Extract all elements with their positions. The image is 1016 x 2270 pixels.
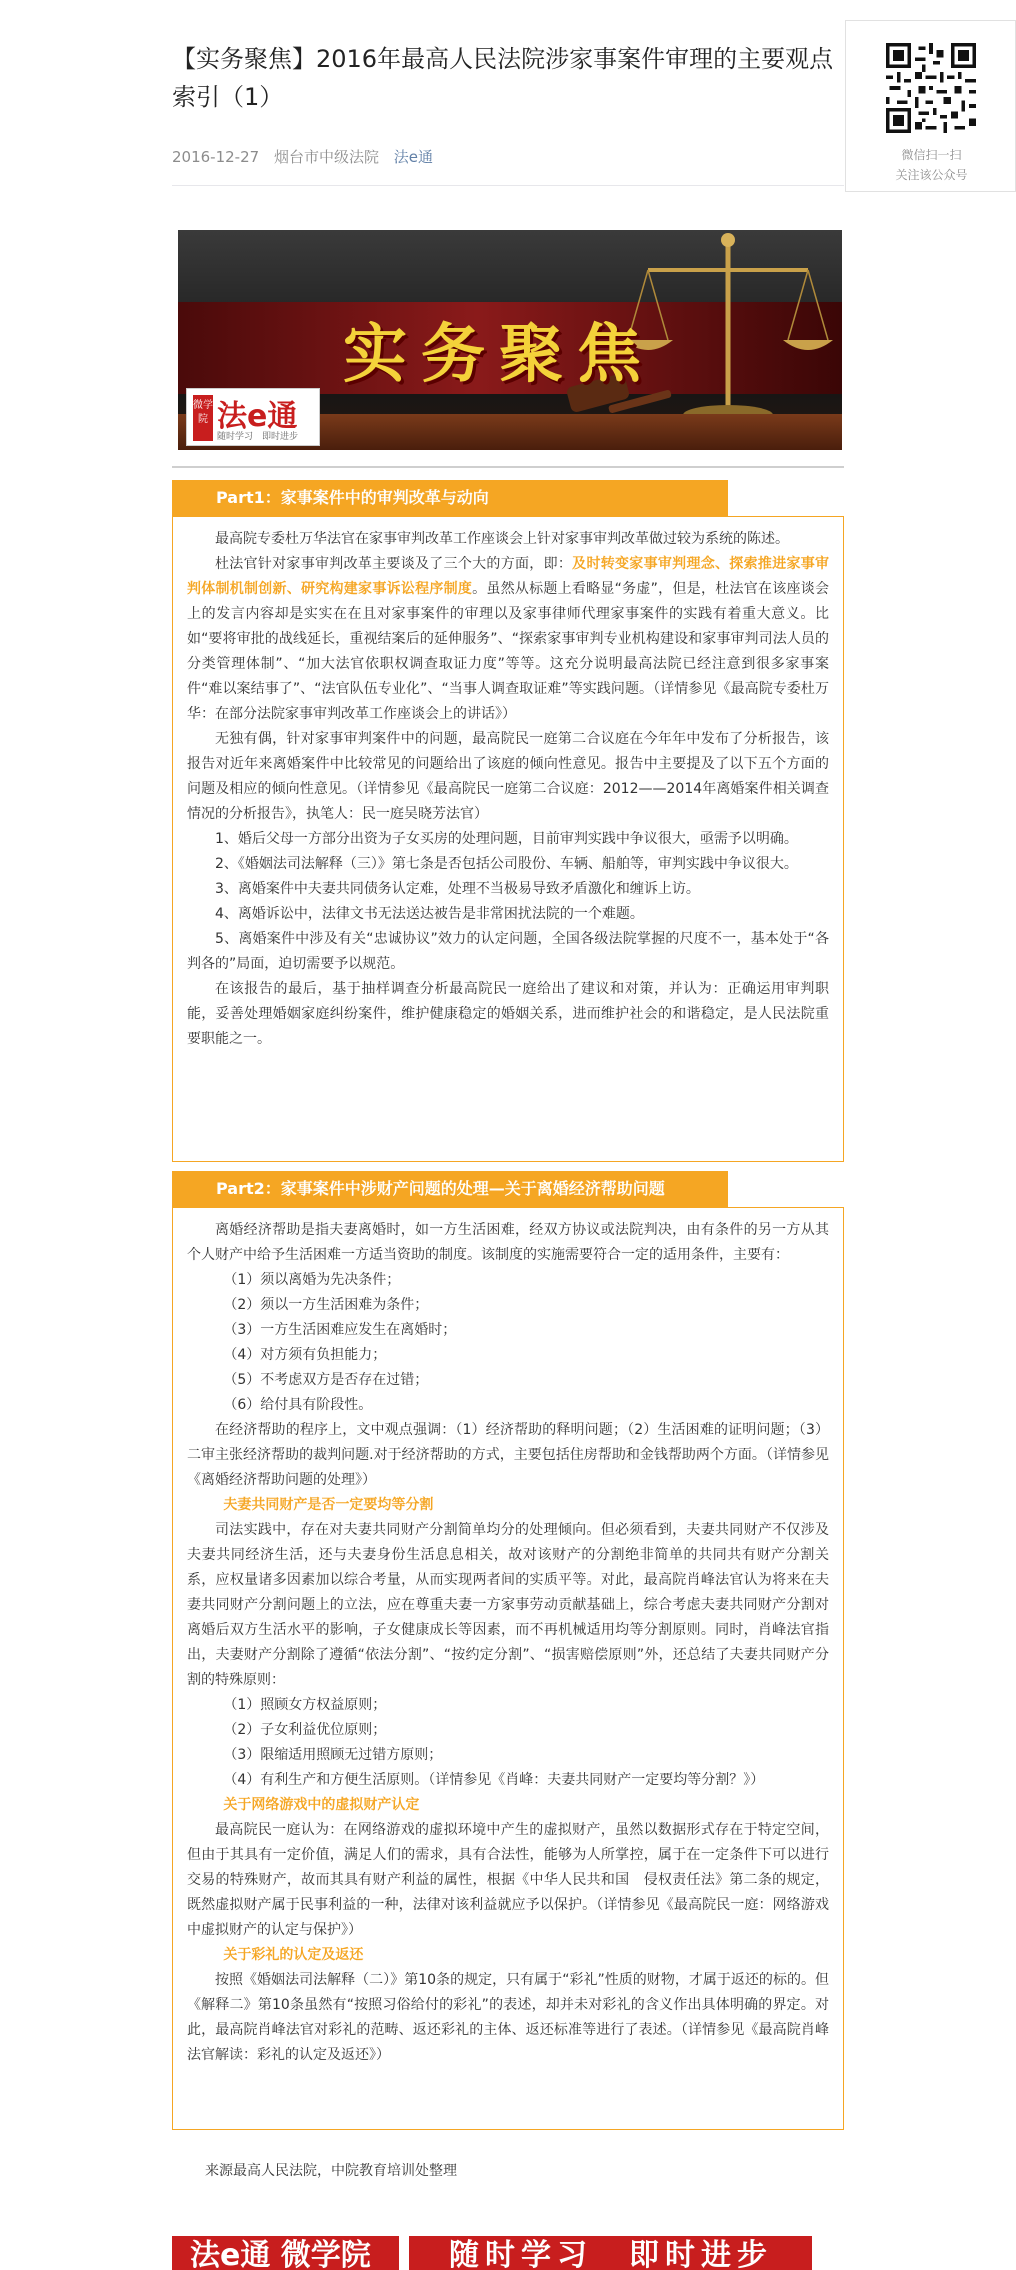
- condition-item: （2）须以一方生活困难为条件；: [223, 1297, 429, 1313]
- principle-item: （4）有利生产和方便生活原则。（详情参见《肖峰：夫妻共同财产一定要均等分割？》）: [223, 1772, 765, 1788]
- subheading: 夫妻共同财产是否一定要均等分割: [223, 1497, 434, 1513]
- part1-list-item: 4、离婚诉讼中，法律文书无法送达被告是非常困扰法院的一个难题。: [215, 906, 644, 922]
- principle-item: （1）照顾女方权益原则；: [223, 1697, 387, 1713]
- banner-title: 实务聚焦: [343, 317, 655, 392]
- condition-item: （5）不考虑双方是否存在过错；: [223, 1372, 429, 1388]
- condition-item: （3）一方生活困难应发生在离婚时；: [223, 1322, 457, 1338]
- qr-caption-follow: 关注该公众号: [895, 168, 968, 182]
- part1-box: [172, 516, 844, 1162]
- author-name: 烟台市中级法院: [273, 148, 379, 166]
- condition-item: （6）给付具有阶段性。: [223, 1397, 373, 1413]
- account-link[interactable]: 法e通: [393, 148, 433, 166]
- bottom-banner-left: 法e通 微学院: [172, 2236, 399, 2270]
- part1-list-item: 5、离婚案件中涉及有关“忠诚协议”效力的认定问题，全国各级法院掌握的尺度不一，基本处于“各判各的”局面，迫切需要予以规范。: [187, 931, 829, 972]
- source-note: 来源最高人民法院，中院教育培训处整理: [205, 2163, 457, 2179]
- part2-paragraph: 按照《婚姻法司法解释（二）》第10条的规定，只有属于“彩礼”性质的财物，才属于返还的标的。但《解释二》第10条虽然有“按照习俗给付的彩礼”的表述，却并未对彩礼的含义作出具体明确的界定。对此，最高院肖峰法官对彩礼的范畴、返还彩礼的主体、返还标准等进行了表述。（详情参见《最高院肖峰法官解读：彩礼的认定及返还》）: [187, 1972, 829, 2063]
- condition-item: （4）对方须有负担能力；: [223, 1347, 387, 1363]
- qr-caption-scan: 微信扫一扫: [901, 148, 962, 162]
- logo-badge: 微学院: [193, 395, 213, 441]
- part2-paragraph: 在经济帮助的程序上，文中观点强调：（1）经济帮助的释明问题；（2）生活困难的证明问题；（3）二审主张经济帮助的裁判问题.对于经济帮助的方式，主要包括住房帮助和金钱帮助两个方面。（详情参见《离婚经济帮助问题的处理》）: [187, 1422, 829, 1488]
- condition-item: （1）须以离婚为先决条件；: [223, 1272, 401, 1288]
- part1-paragraph: 无独有偶，针对家事审判案件中的问题，最高院民一庭第二合议庭在今年年中发布了分析报告，该报告对近年来离婚案件中比较常见的问题给出了该庭的倾向性意见。报告中主要提及了以下五个方面的问题及相应的倾向性意见。（详情参见《最高院民一庭第二合议庭：2012——2014年离婚案件相关调查情况的分析报告》，执笔人：民一庭吴晓芳法官）: [187, 731, 829, 822]
- principle-item: （2）子女利益优位原则；: [223, 1722, 387, 1738]
- subheading: 关于网络游戏中的虚拟财产认定: [223, 1797, 420, 1813]
- logo-slogan: 随时学习 即时进步: [217, 432, 299, 442]
- part2-paragraph: 司法实践中，存在对夫妻共同财产分割简单均分的处理倾向。但必须看到，夫妻共同财产不仅涉及夫妻共同经济生活，还与夫妻身份生活息息相关，故对该财产的分割绝非简单的共同共有财产分割关系，应权量诸多因素加以综合考量，从而实现两者间的实质平等。对此，最高院肖峰法官认为将来在夫妻共同财产分割问题上的立法，应在尊重夫妻一方家事劳动贡献基础上，综合考虑夫妻共同财产分割对离婚后双方生活水平的影响，子女健康成长等因素，而不再机械适用均等分割原则。同时，肖峰法官指出，夫妻财产分割除了遵循“依法分割”、“按约定分割”、“损害赔偿原则”外，还总结了夫妻共同财产分割的特殊原则：: [187, 1522, 829, 1688]
- part2-heading: Part2：家事案件中涉财产问题的处理—关于离婚经济帮助问题: [172, 1171, 728, 1207]
- part2-paragraph: 离婚经济帮助是指夫妻离婚时，如一方生活困难，经双方协议或法院判决，由有条件的另一方从其个人财产中给予生活困难一方适当资助的制度。该制度的实施需要符合一定的适用条件，主要有：: [187, 1222, 829, 1263]
- article-meta: [172, 136, 844, 186]
- part1-paragraph: [187, 552, 829, 727]
- part1-highlight: 及时转变家事审判理念、探索推进家事审判体制机制创新、研究构建家事诉讼程序制度: [187, 556, 830, 597]
- qr-panel: [845, 20, 1016, 192]
- article-title: 【实务聚焦】2016年最高人民法院涉家事案件审理的主要观点索引（1）: [172, 45, 834, 111]
- article: [172, 0, 844, 2063]
- fa-e-tong-logo: [186, 388, 320, 446]
- logo-name: 法e通: [217, 399, 298, 434]
- part1-paragraph: 在该报告的最后，基于抽样调查分析最高院民一庭给出了建议和对策，并认为：正确运用审判职能，妥善处理婚姻家庭纠纷案件，维护健康稳定的婚姻关系，进而维护社会的和谐稳定，是人民法院重要职能之一。: [187, 981, 829, 1047]
- part1-list-item: 2、《婚姻法司法解释（三）》第七条是否包括公司股份、车辆、船舶等，审判实践中争议很大。: [215, 856, 798, 872]
- principle-item: （3）限缩适用照顾无过错方原则；: [223, 1747, 443, 1763]
- part1-text: 。虽然从标题上看略显“务虚”，但是，杜法官在该座谈会上的发言内容却是实实在在且对家事案件的审理以及家事律师代理家事案件的实践有着重大意义。比如“要将审批的战线延长，重视结案后的延伸服务”、“探索家事审判专业机构建设和家事审判司法人员的分类管理体制”、“加大法官依职权调查取证力度”等等。这充分说明最高法院已经注意到很多家事案件“难以案结事了”、“法官队伍专业化”、“当事人调查取证难”等实践问题。（详情参见《最高院专委杜万华：在部分法院家事审判改革工作座谈会上的讲话》）: [187, 581, 829, 722]
- subheading: 关于彩礼的认定及返还: [223, 1947, 364, 1963]
- part1-heading: Part1：家事案件中的审判改革与动向: [172, 480, 728, 516]
- publish-date: 2016-12-27: [172, 148, 260, 166]
- part2-box: [172, 1207, 844, 2130]
- bottom-banner-right: 随时学习 即时进步: [409, 2236, 812, 2270]
- part1-text: 杜法官针对家事审判改革主要谈及了三个大的方面，即：: [215, 556, 573, 572]
- header-banner-image: [178, 230, 842, 450]
- part1-list-item: 1、婚后父母一方部分出资为子女买房的处理问题，目前审判实践中争议很大，亟需予以明确。: [215, 831, 798, 847]
- qr-code-icon[interactable]: [886, 43, 976, 133]
- part1-list-item: 3、离婚案件中夫妻共同债务认定难，处理不当极易导致矛盾激化和缠诉上访。: [215, 881, 700, 897]
- part1-paragraph: 最高院专委杜万华法官在家事审判改革工作座谈会上针对家事审判改革做过较为系统的陈述。: [215, 531, 789, 547]
- banner-divider: [172, 466, 844, 468]
- part2-paragraph: 最高院民一庭认为：在网络游戏的虚拟环境中产生的虚拟财产，虽然以数据形式存在于特定空间，但由于其具有一定价值，满足人们的需求，具有合法性，能够为人所掌控，属于在一定条件下可以进行交易的特殊财产，故而其具有财产利益的属性，根据《中华人民共和国 侵权责任法》第二条的规定，既然虚拟财产属于民事利益的一种，法律对该利益就应予以保护。（详情参见《最高院民一庭：网络游戏中虚拟财产的认定与保护》）: [187, 1822, 829, 1938]
